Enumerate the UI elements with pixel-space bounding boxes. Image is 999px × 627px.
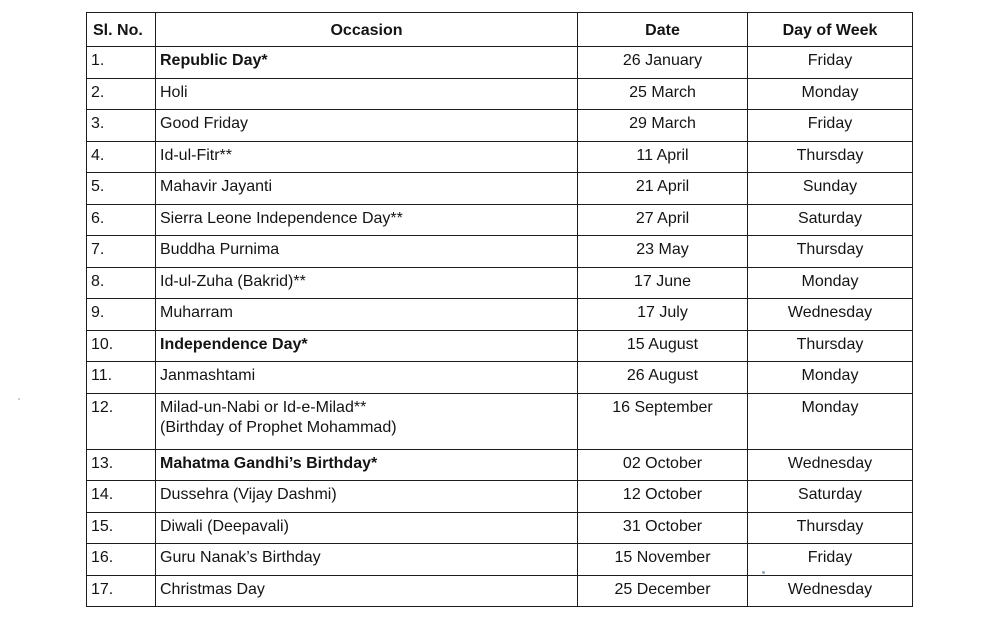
cell-day-of-week: Friday — [748, 110, 913, 142]
table-row — [87, 512, 913, 544]
cell-date: 02 October — [578, 449, 748, 481]
cell-occasion — [156, 299, 578, 331]
cell-day-of-week: Wednesday — [748, 299, 913, 331]
cell-date: 16 September — [578, 393, 748, 449]
cell-day-of-week: Monday — [748, 362, 913, 394]
cell-occasion — [156, 575, 578, 607]
table-row — [87, 449, 913, 481]
cell-occasion — [156, 141, 578, 173]
occasion-name: Independence Day* — [160, 335, 308, 353]
cell-day-of-week: Thursday — [748, 330, 913, 362]
occasion-name: Milad-un-Nabi or Id-e-Milad** — [160, 398, 367, 416]
occasion-name: Id-ul-Zuha (Bakrid)** — [160, 272, 306, 290]
cell-sl-no: 10. — [87, 330, 156, 362]
occasion-name: Dussehra (Vijay Dashmi) — [160, 486, 337, 503]
cell-date: 17 July — [578, 299, 748, 331]
column-header-sl-no: Sl. No. — [87, 13, 156, 47]
table-row — [87, 204, 913, 236]
cell-occasion — [156, 362, 578, 394]
cell-occasion — [156, 47, 578, 79]
cell-day-of-week: Monday — [748, 393, 913, 449]
cell-occasion — [156, 330, 578, 362]
cell-sl-no: 6. — [87, 204, 156, 236]
cell-day-of-week: Monday — [748, 267, 913, 299]
cell-sl-no: 13. — [87, 449, 156, 481]
cell-date: 29 March — [578, 110, 748, 142]
occasion-name: Guru Nanak’s Birthday — [160, 549, 321, 566]
cell-occasion — [156, 481, 578, 513]
cell-date: 25 December — [578, 575, 748, 607]
cell-date: 21 April — [578, 173, 748, 205]
cell-date: 11 April — [578, 141, 748, 173]
cell-occasion — [156, 267, 578, 299]
table-row — [87, 236, 913, 268]
cell-occasion — [156, 110, 578, 142]
cell-date: 12 October — [578, 481, 748, 513]
occasion-name: Mahavir Jayanti — [160, 178, 273, 195]
cell-sl-no: 3. — [87, 110, 156, 142]
occasion-name: Christmas Day — [160, 580, 265, 598]
cell-sl-no: 17. — [87, 575, 156, 607]
table-row — [87, 141, 913, 173]
cell-day-of-week: Friday — [748, 544, 913, 576]
cell-sl-no: 4. — [87, 141, 156, 173]
cell-sl-no: 16. — [87, 544, 156, 576]
column-header-date: Date — [578, 13, 748, 47]
occasion-name: Buddha Purnima — [160, 241, 280, 258]
column-header-occasion: Occasion — [156, 13, 578, 47]
cell-occasion — [156, 236, 578, 268]
table-row — [87, 267, 913, 299]
occasion-name: Good Friday — [160, 115, 249, 132]
occasion-subtitle: (Birthday of Prophet Mohammad) — [160, 418, 397, 436]
table-row — [87, 544, 913, 576]
cell-day-of-week: Monday — [748, 78, 913, 110]
cell-day-of-week: Sunday — [748, 173, 913, 205]
cell-sl-no: 9. — [87, 299, 156, 331]
cell-sl-no: 1. — [87, 47, 156, 79]
occasion-name: Sierra Leone Independence Day** — [160, 209, 403, 227]
cell-date: 15 August — [578, 330, 748, 362]
cell-occasion — [156, 449, 578, 481]
table-row — [87, 47, 913, 79]
cell-sl-no: 2. — [87, 78, 156, 110]
table-row — [87, 78, 913, 110]
cell-day-of-week: Wednesday — [748, 575, 913, 607]
table-row — [87, 481, 913, 513]
cell-day-of-week: Friday — [748, 47, 913, 79]
cell-day-of-week: Saturday — [748, 481, 913, 513]
cell-sl-no: 15. — [87, 512, 156, 544]
table-row — [87, 393, 913, 449]
cell-sl-no: 11. — [87, 362, 156, 394]
cell-sl-no: 8. — [87, 267, 156, 299]
cell-occasion — [156, 544, 578, 576]
cell-day-of-week: Thursday — [748, 236, 913, 268]
cell-occasion — [156, 204, 578, 236]
cell-occasion — [156, 78, 578, 110]
table-row — [87, 362, 913, 394]
cell-occasion — [156, 512, 578, 544]
occasion-name: Muharram — [160, 304, 233, 321]
cell-date: 15 November — [578, 544, 748, 576]
table-row — [87, 299, 913, 331]
occasion-name: Mahatma Gandhi’s Birthday* — [160, 454, 378, 472]
scan-speck — [762, 571, 765, 574]
cell-sl-no: 7. — [87, 236, 156, 268]
column-header-day-of-week: Day of Week — [748, 13, 913, 47]
holiday-document — [86, 12, 912, 607]
occasion-name: Republic Day* — [160, 52, 268, 69]
cell-sl-no: 12. — [87, 393, 156, 449]
cell-date: 27 April — [578, 204, 748, 236]
scan-speck — [18, 398, 20, 400]
cell-date: 26 August — [578, 362, 748, 394]
cell-date: 17 June — [578, 267, 748, 299]
table-row — [87, 110, 913, 142]
table-row — [87, 575, 913, 607]
occasion-name: Diwali (Deepavali) — [160, 517, 289, 535]
cell-occasion — [156, 393, 578, 449]
cell-date: 23 May — [578, 236, 748, 268]
cell-sl-no: 14. — [87, 481, 156, 513]
cell-day-of-week: Thursday — [748, 141, 913, 173]
cell-date: 31 October — [578, 512, 748, 544]
table-header-row — [87, 13, 913, 47]
occasion-name: Holi — [160, 83, 188, 101]
table-row — [87, 173, 913, 205]
cell-day-of-week: Thursday — [748, 512, 913, 544]
occasion-name: Janmashtami — [160, 367, 256, 384]
cell-occasion — [156, 173, 578, 205]
cell-sl-no: 5. — [87, 173, 156, 205]
cell-day-of-week: Saturday — [748, 204, 913, 236]
cell-day-of-week: Wednesday — [748, 449, 913, 481]
cell-date: 26 January — [578, 47, 748, 79]
cell-date: 25 March — [578, 78, 748, 110]
occasion-name: Id-ul-Fitr** — [160, 146, 233, 164]
holiday-table-body — [87, 47, 913, 607]
holiday-table — [86, 12, 913, 607]
table-row — [87, 330, 913, 362]
